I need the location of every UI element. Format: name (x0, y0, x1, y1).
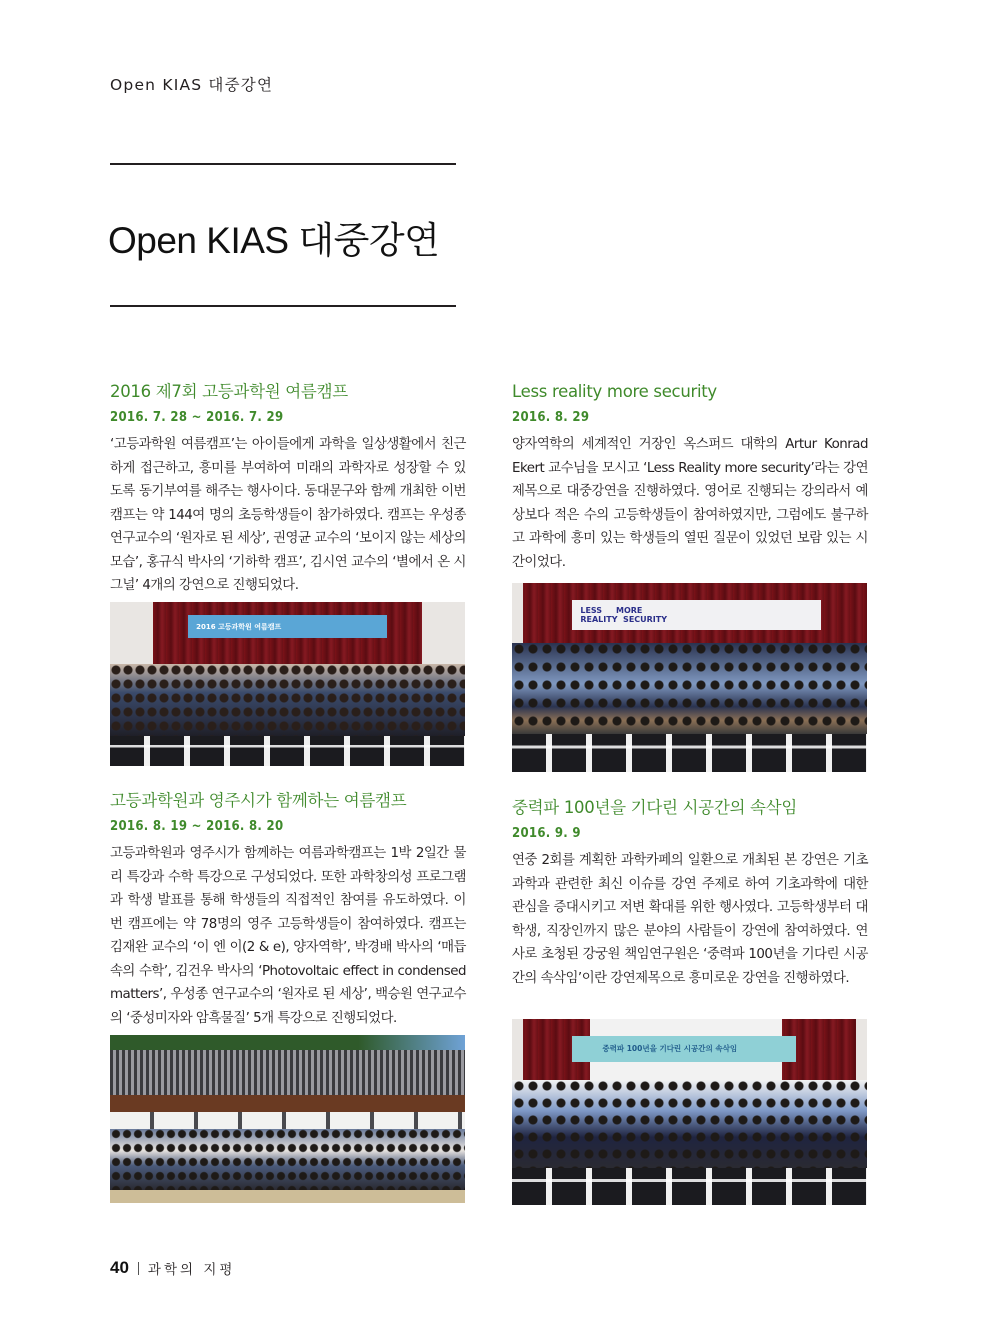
article-date: 2016. 8. 29 (512, 410, 590, 425)
running-head: Open KIAS 대중강연 (110, 76, 274, 94)
photo-banner: 2016 고등과학원 여름캠프 (188, 615, 387, 638)
photo-summer-camp-group (110, 602, 465, 766)
article-yeongju-camp (110, 790, 466, 1030)
article-date: 2016. 9. 9 (512, 826, 581, 841)
article-title: 고등과학원과 영주시가 함께하는 여름캠프 (110, 791, 407, 810)
hanok-roof (110, 1050, 465, 1095)
article-body: ‘고등과학원 여름캠프’는 아이들에게 과학을 일상생활에서 친근하게 접근하고, 흥미를 부여하여 미래의 과학자로 성장할 수 있도록 동기부여를 해주는 행사이다. 동대문구와 함께 개최한 이번 캠프는 약 144여 명의 초등학생들이 참가하였다. 캠프는 우성종 연구교수의 ‘원자로 된 세상’, 권영균 교수의 ‘보이지 않는 세상의 모습’, 홍규식 박사의 ‘기하학 캠프’, 김시연 교수의 ‘별에서 온 시그널’ 4개의 강연으로 진행되었다. (110, 437, 466, 593)
photo-banner: LESS MORE REALITY SECURITY (572, 600, 821, 630)
title-rule-top (110, 163, 456, 165)
page-title: Open KIAS 대중강연 (108, 220, 440, 261)
photo-banner: 중력파 100년을 기다린 시공간의 속삭임 (572, 1036, 796, 1062)
article-title: Less reality more security (512, 382, 717, 401)
page-number: 40 (110, 1258, 129, 1277)
title-rule-bottom (110, 305, 456, 307)
article-body: 양자역학의 세계적인 거장인 옥스퍼드 대학의 Artur Konrad Ekert 교수님을 모시고 ‘Less Reality more security’라는 강연 제목으로 대중강연을 진행하였다. 영어로 진행되는 강의라서 예상보다 적은 수의 고등학생들이 참여하였지만, 그럼에도 불구하고 과학에 흥미 있는 학생들의 열띤 질문이 있었던 보람 있는 시간이었다. (512, 437, 868, 570)
footer-divider (138, 1262, 139, 1275)
magazine-name: 과학의 지평 (147, 1262, 236, 1278)
article-date: 2016. 7. 28 ~ 2016. 7. 29 (110, 410, 284, 425)
article-title: 2016 제7회 고등과학원 여름캠프 (110, 382, 348, 401)
article-date: 2016. 8. 19 ~ 2016. 8. 20 (110, 819, 284, 834)
page-footer (110, 1258, 235, 1278)
photo-less-reality-group (512, 583, 867, 772)
photo-gravitational-waves-group (512, 1019, 867, 1205)
photo-yeongju-hanok-group (110, 1035, 465, 1203)
article-title: 중력파 100년을 기다린 시공간의 속삭임 (512, 798, 797, 817)
article-body: 연중 2회를 계획한 과학카페의 일환으로 개최된 본 강연은 기초과학과 관련한 최신 이슈를 강연 주제로 하여 기초과학에 대한 관심을 증대시키고 저변 확대를 위한 행사였다. 고등학생부터 대학생, 직장인까지 많은 분야의 사람들이 강연에 참여하였다. 연사로 초청된 강궁원 책임연구원은 ‘중력파 100년을 기다린 시공간의 속삭임’이란 강연제목으로 흥미로운 강연을 진행하였다. (512, 853, 868, 986)
article-summer-camp-7th (110, 381, 466, 598)
article-gravitational-waves (512, 797, 868, 990)
article-less-reality (512, 381, 868, 574)
article-body: 고등과학원과 영주시가 함께하는 여름과학캠프는 1박 2일간 물리 특강과 수학 특강으로 구성되었다. 또한 과학창의성 프로그램과 학생 발표를 통해 학생들의 직접적인 참여를 유도하였다. 이번 캠프에는 약 78명의 영주 고등학생들이 참여하였다. 캠프는 김재완 교수의 ‘이 엔 이(2 & e), 양자역학’, 박경배 박사의 ‘매듭 속의 수학’, 김건우 박사의 ‘Photovoltaic effect in condensed matters’, 우성종 연구교수의 ‘원자로 된 세상’, 백승원 연구교수의 ‘중성미자와 암흑물질’ 5개 특강으로 진행되었다. (110, 846, 466, 1026)
